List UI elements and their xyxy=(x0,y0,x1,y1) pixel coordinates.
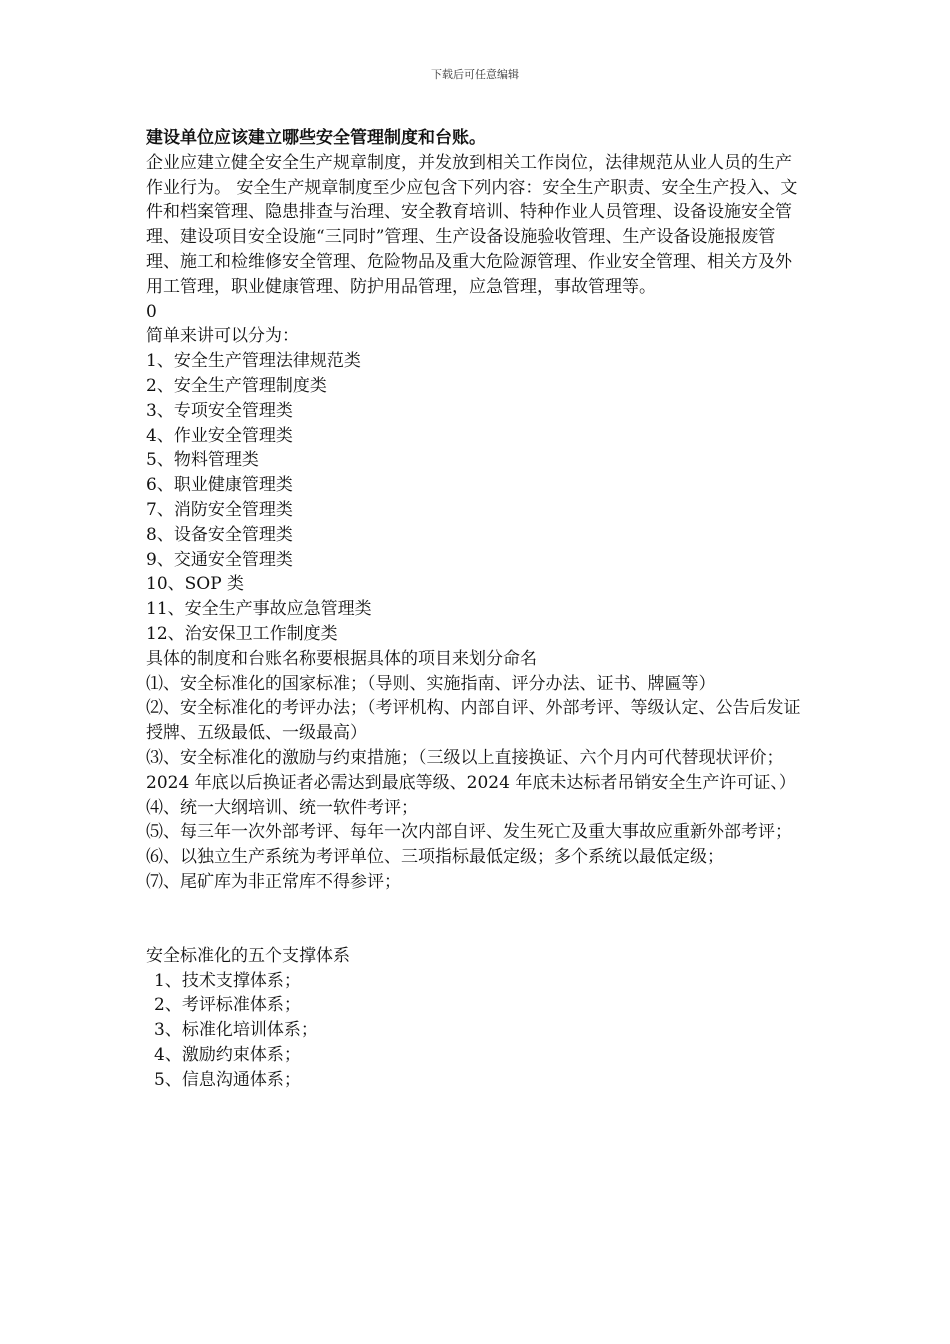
naming-note: 具体的制度和台账名称要根据具体的项目来划分命名 xyxy=(146,648,537,669)
zero-line: 0 xyxy=(146,301,157,322)
list-item: ⑴、安全标准化的国家标准；（导则、实施指南、评分办法、证书、牌匾等） xyxy=(146,673,716,694)
list-item: 2、考评标准体系； xyxy=(154,995,301,1016)
list-item: ⑹、以独立生产系统为考评单位、三项指标最低定级；多个系统以最低定级； xyxy=(146,847,724,868)
simple-heading: 简单来讲可以分为： xyxy=(146,326,299,347)
list-item: ⑷、统一大纲培训、统一软件考评； xyxy=(146,797,418,818)
list-item: 9、交通安全管理类 xyxy=(146,549,293,570)
list-item: 5、信息沟通体系； xyxy=(154,1069,301,1090)
category-list xyxy=(146,349,808,647)
list-item: 7、消防安全管理类 xyxy=(146,499,293,520)
list-item: 10、SOP 类 xyxy=(146,574,245,595)
list-item: 5、物料管理类 xyxy=(146,450,259,471)
support-list xyxy=(146,969,808,1093)
points-list xyxy=(146,672,808,895)
list-item: ⑺、尾矿库为非正常库不得参评； xyxy=(146,871,401,892)
list-item: 3、专项安全管理类 xyxy=(146,400,293,421)
list-item: 12、治安保卫工作制度类 xyxy=(146,623,338,644)
list-item: 8、设备安全管理类 xyxy=(146,524,293,545)
list-item: 1、安全生产管理法律规范类 xyxy=(146,351,361,372)
list-item: ⑵、安全标准化的考评办法；（考评机构、内部自评、外部考评、等级认定、公告后发证授牌、五级最低、一级最高） xyxy=(146,698,801,744)
list-item: 11、安全生产事故应急管理类 xyxy=(146,599,372,620)
list-item: ⑸、每三年一次外部考评、每年一次内部自评、发生死亡及重大事故应重新外部考评； xyxy=(146,822,792,843)
document-title: 建设单位应该建立哪些安全管理制度和台账。 xyxy=(146,128,486,148)
document-body xyxy=(146,126,808,1092)
spacer xyxy=(146,895,808,944)
list-item: 2、安全生产管理制度类 xyxy=(146,375,327,396)
list-item: 4、作业安全管理类 xyxy=(146,425,293,446)
list-item: 3、标准化培训体系； xyxy=(154,1020,318,1041)
support-heading: 安全标准化的五个支撑体系 xyxy=(146,945,350,966)
header-note: 下载后可任意编辑 xyxy=(431,68,519,81)
list-item: 4、激励约束体系； xyxy=(154,1044,301,1065)
intro-paragraph: 企业应建立健全安全生产规章制度，并发放到相关工作岗位，法律规范从业人员的生产作业行为。 安全生产规章制度至少应包含下列内容：安全生产职责、安全生产投入、文件和档案管理、隐患排查与治理、安全教育培训、特种作业人员管理、设备设施安全管理、建设项目安全设施“三同时”管理、生产设备设施验收管理、生产设备设施报废管理、施工和检维修安全管理、危险物品及重大危险源管理、作业安全管理、相关方及外用工管理，职业健康管理、防护用品管理，应急管理，事故管理等。 xyxy=(146,152,798,297)
list-item: 6、职业健康管理类 xyxy=(146,475,293,496)
list-item: ⑶、安全标准化的激励与约束措施；（三级以上直接换证、六个月内可代替现状评价； 2024 年底以后换证者必需达到最底等级、2024 年底未达标者吊销安全生产许可证、） xyxy=(146,747,796,793)
list-item: 1、技术支撑体系； xyxy=(154,970,301,991)
